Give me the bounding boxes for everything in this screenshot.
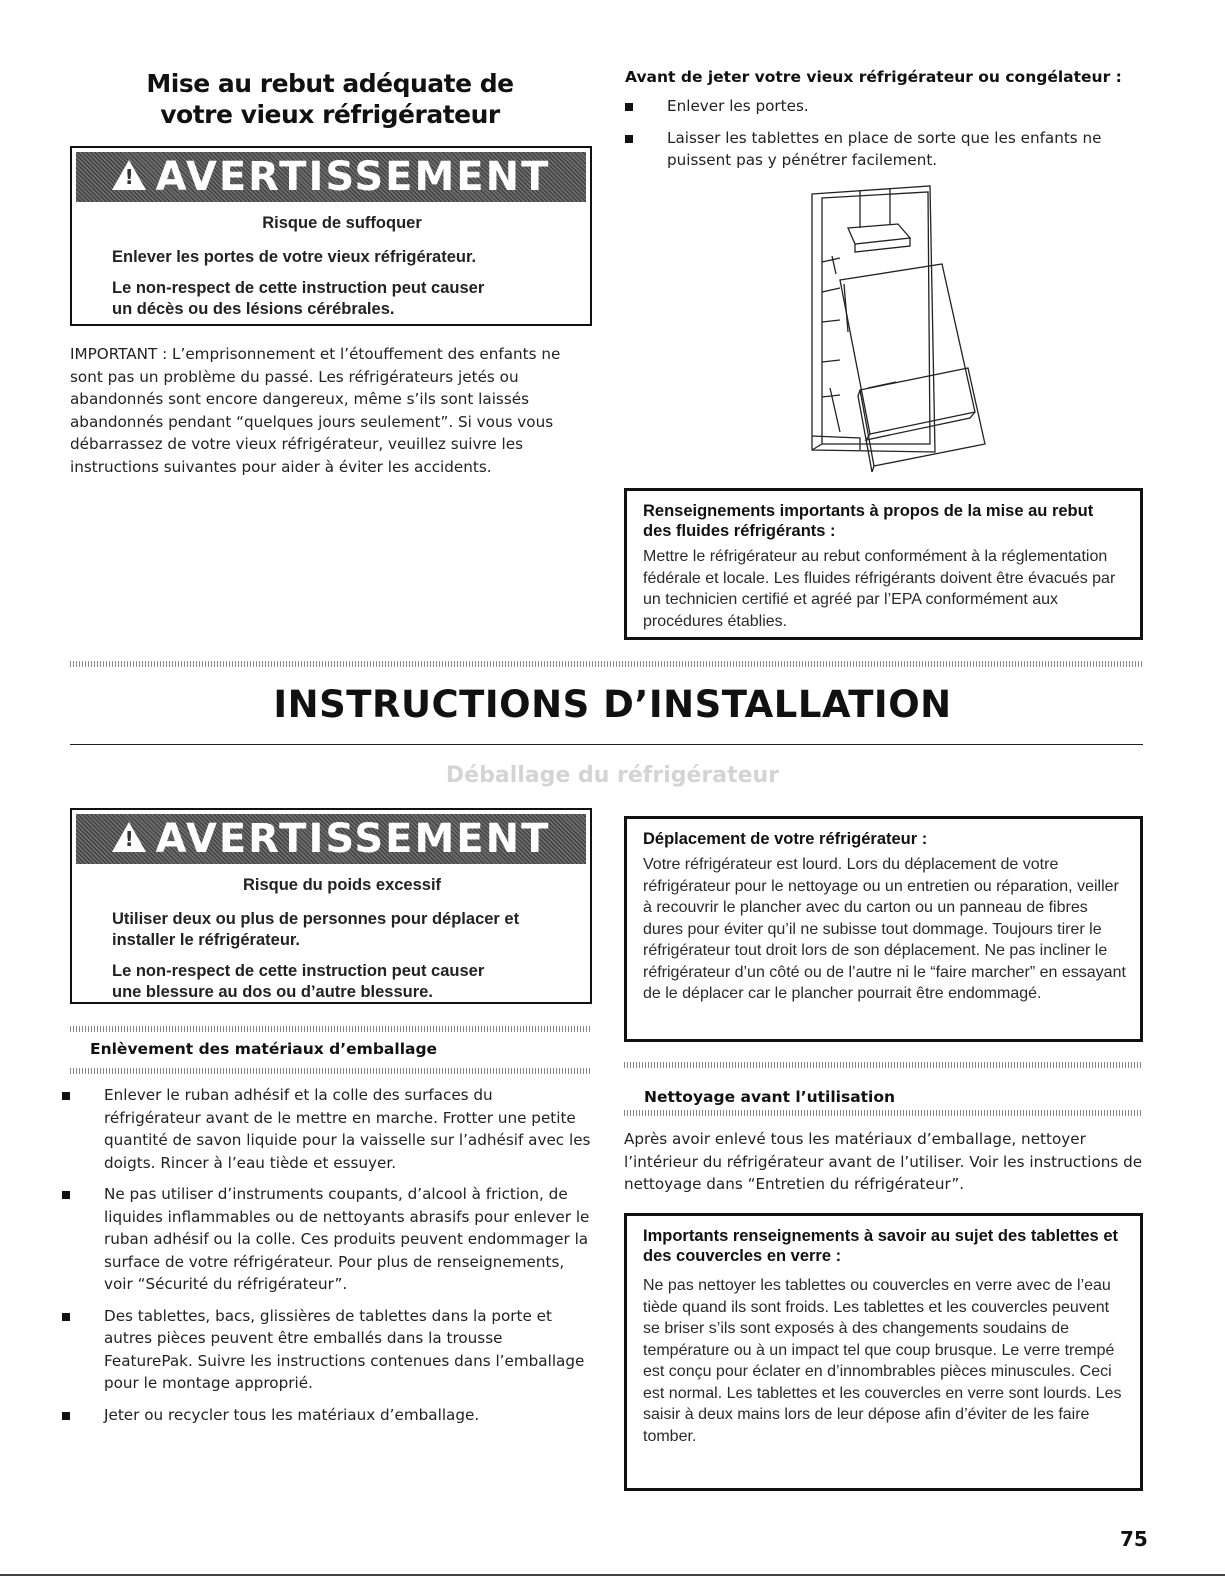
bullet-icon: [62, 1412, 70, 1420]
title-underline: [70, 744, 1143, 745]
moving-info-text: Votre réfrigérateur est lourd. Lors du déplacement de votre réfrigérateur pour le nettoyage ou un entretien ou réparation, veiller à recouvrir le plancher avec du carton ou un panneau de fibres dures pour éviter qu’il ne subisse tout dommage. Toujours tirer le réfrigérateur tout droit lors de son déplacement. Ne pas incliner le réfrigérateur d’un côté ou de l’autre ni le “faire marcher” en essayant de le déplacer car le plancher pourrait être endommagé.: [643, 856, 1126, 1002]
refrigerator-door-removal-illustration: [800, 182, 990, 472]
disposal-title: Mise au rebut adéquate de votre vieux réfrigérateur: [146, 69, 514, 129]
heading-rule-bottom: [624, 1110, 1143, 1116]
glass-info-title: Importants renseignements à savoir au sujet des tablettes et des couvercles en verre :: [643, 1227, 1118, 1265]
warning-instruction: Enlever les portes de votre vieux réfrigérateur.: [112, 248, 477, 266]
bullet-icon: [62, 1092, 70, 1100]
bullet-icon: [625, 103, 633, 111]
moving-info-box: [624, 816, 1143, 1042]
warning-banner: ! AVERTISSEMENT: [76, 152, 586, 202]
before-discarding-heading: Avant de jeter votre vieux réfrigérateur ou congélateur :: [625, 68, 1122, 86]
suffocation-warning-box: [70, 146, 592, 326]
warning-triangle-icon: !: [112, 822, 146, 852]
list-item: Des tablettes, bacs, glissières de tablettes dans la porte et autres pièces peuvent être emballés dans la trousse FeaturePak. Suivre les instructions contenues dans l’emballage pour le montage approprié.: [62, 1305, 592, 1395]
moving-info-title: Déplacement de votre réfrigérateur :: [643, 830, 928, 848]
heading-rule-top: [70, 1026, 592, 1032]
glass-info-text: Ne pas nettoyer les tablettes ou couvercles en verre avec de l’eau tiède quand ils sont froids. Les tablettes et les couvercles peuvent se briser s’ils sont exposés à des changements soudains de température ou à un impact tel que coup brusque. Le verre trempé est conçu pour éclater en d’innombrables pièces minuscules. Ceci est normal. Les tablettes et les couvercles en verre sont lourds. Les saisir à deux mains lors de leur dépose afin d’éviter de les faire tomber.: [643, 1277, 1122, 1445]
warning-consequence: Le non-respect de cette instruction peut causer un décès ou des lésions cérébrales.: [112, 279, 485, 318]
list-item: Laisser les tablettes en place de sorte que les enfants ne puissent pas y pénétrer facilement.: [625, 127, 1125, 172]
refrigerant-info-text: Mettre le réfrigérateur au rebut conformément à la réglementation fédérale et locale. Les fluides réfrigérants doivent être évacués par un technicien certifié et agréé par l’EPA conformément aux procédures établies.: [643, 548, 1116, 630]
warning-risk: Risque du poids excessif: [242, 876, 442, 894]
refrigerant-info-title: Renseignements importants à propos de la mise au rebut des fluides réfrigérants :: [643, 502, 1094, 540]
bullet-icon: [625, 135, 633, 143]
refrigerant-info-box: [624, 488, 1143, 640]
warning-risk: Risque de suffoquer: [262, 214, 422, 232]
packing-materials-list: [62, 1084, 592, 1435]
cleaning-paragraph: Après avoir enlevé tous les matériaux d’emballage, nettoyer l’intérieur du réfrigérateur avant de l’utiliser. Voir les instructions de nettoyage dans “Entretien du réfrigérateur”.: [624, 1130, 1143, 1193]
unpacking-subtitle: Déballage du réfrigérateur: [445, 763, 780, 788]
heading-rule-bottom: [70, 1068, 592, 1074]
before-discarding-list: [625, 95, 1125, 181]
cleaning-heading: Nettoyage avant l’utilisation: [644, 1088, 896, 1106]
bullet-icon: [62, 1313, 70, 1321]
heading-rule-top: [624, 1062, 1143, 1068]
list-item: Jeter ou recycler tous les matériaux d’emballage.: [62, 1404, 592, 1427]
warning-banner: ! AVERTISSEMENT: [76, 814, 586, 864]
bullet-icon: [62, 1191, 70, 1199]
list-item: Ne pas utiliser d’instruments coupants, d’alcool à friction, de liquides inflammables ou de nettoyants abrasifs pour enlever le ruban adhésif ou la colle. Ces produits peuvent endommager la surface de votre réfrigérateur. Pour plus de renseignements, voir “Sécurité du réfrigérateur”.: [62, 1183, 592, 1296]
important-paragraph: IMPORTANT : L’emprisonnement et l’étouffement des enfants ne sont pas un problème du passé. Les réfrigérateurs jetés ou abandonnés sont encore dangereux, même s’ils sont laissés abandonnés pendant “quelques jours seulement”. Si vous vous débarrassez de votre vieux réfrigérateur, veuillez suivre les instructions suivantes pour aider à éviter les accidents.: [70, 345, 561, 476]
warning-triangle-icon: !: [112, 160, 146, 190]
weight-warning-box: [70, 808, 592, 1004]
list-item: Enlever les portes.: [625, 95, 1125, 118]
installation-title: INSTRUCTIONS D’INSTALLATION: [273, 683, 952, 726]
warning-consequence: Le non-respect de cette instruction peut causer une blessure au dos ou d’autre blessure.: [112, 962, 485, 1001]
glass-shelves-info-box: [624, 1213, 1143, 1491]
bottom-rule: [0, 1574, 1225, 1576]
section-divider: [70, 661, 1143, 667]
warning-instruction: Utiliser deux ou plus de personnes pour déplacer et installer le réfrigérateur.: [112, 910, 520, 949]
list-item: Enlever le ruban adhésif et la colle des surfaces du réfrigérateur avant de le mettre en marche. Frotter une petite quantité de savon liquide pour la vaisselle sur l’adhésif avec les doigts. Rincer à l’eau tiède et essuyer.: [62, 1084, 592, 1174]
page-number: 75: [1120, 1527, 1148, 1551]
packing-materials-heading: Enlèvement des matériaux d’emballage: [90, 1040, 438, 1058]
